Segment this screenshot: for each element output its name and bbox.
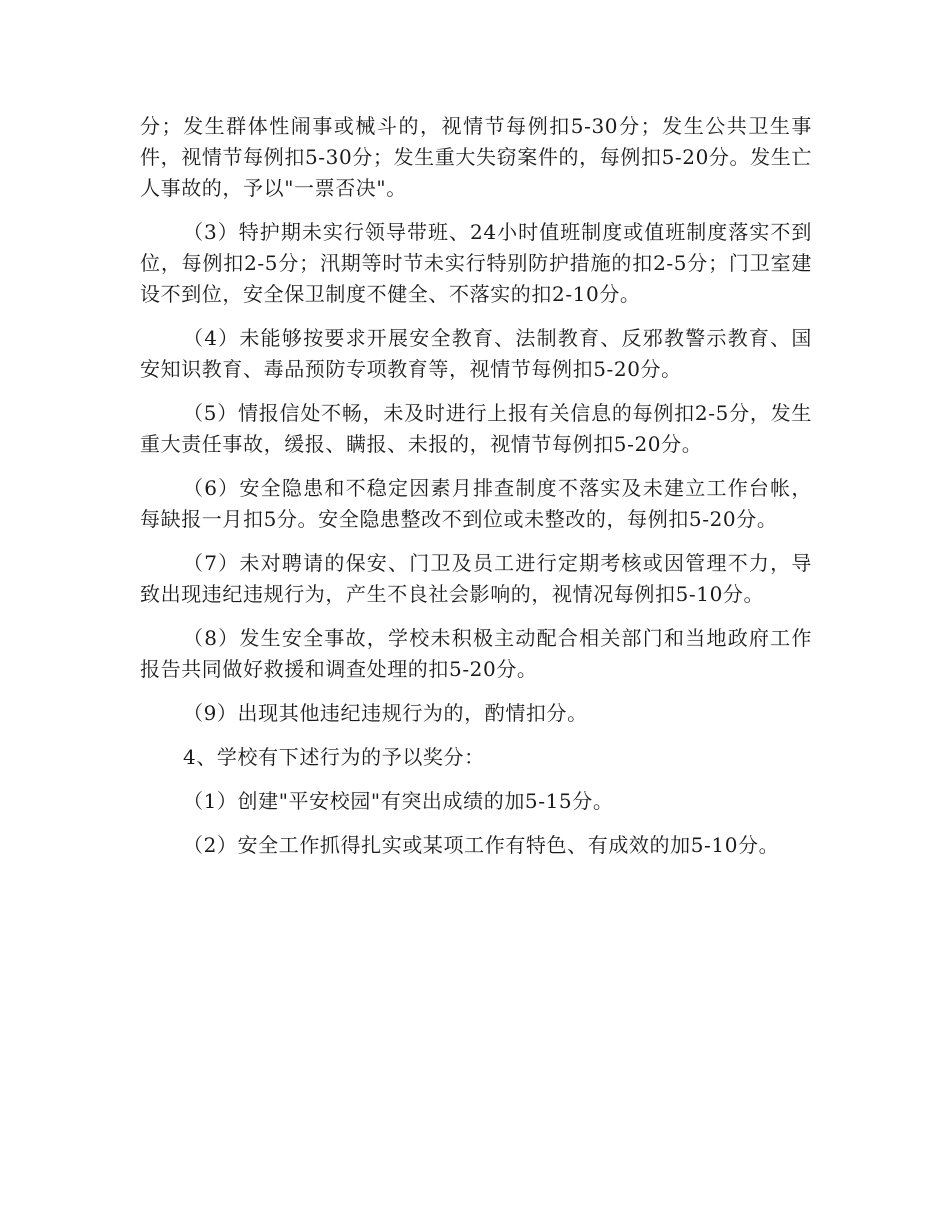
paragraph-bonus-1: （1）创建"平安校园"有突出成绩的加5-15分。: [183, 789, 614, 813]
section-heading-4: 4、学校有下述行为的予以奖分：: [183, 745, 485, 769]
paragraph-item-7: （7）未对聘请的保安、门卫及员工进行定期考核或因管理不力，导致出现违纪违规行为，产生不良社会影响的，视情况每例扣5-10分。: [140, 551, 812, 606]
paragraph-item-3: （3）特护期未实行领导带班、24小时值班制度或值班制度落实不到位，每例扣2-5分；汛期等时节未实行特别防护措施的扣2-5分；门卫室建设不到位，安全保卫制度不健全、不落实的扣2-10分。: [140, 220, 812, 306]
paragraph-item-4: （4）未能够按要求开展安全教育、法制教育、反邪教警示教育、国安知识教育、毒品预防专项教育等，视情节每例扣5-20分。: [140, 326, 812, 381]
paragraph-item-5: （5）情报信处不畅，未及时进行上报有关信息的每例扣2-5分，发生重大责任事故，缓报、瞒报、未报的，视情节每例扣5-20分。: [140, 401, 812, 456]
paragraph-item-9: （9）出现其他违纪违规行为的，酌情扣分。: [183, 701, 588, 725]
paragraph-item-8: （8）发生安全事故，学校未积极主动配合相关部门和当地政府工作报告共同做好救援和调查处理的扣5-20分。: [140, 626, 812, 681]
paragraph-continuation: 分；发生群体性闹事或械斗的，视情节每例扣5-30分；发生公共卫生事件，视情节每例扣5-30分；发生重大失窃案件的，每例扣5-20分。发生亡人事故的，予以"一票否决"。: [140, 114, 812, 200]
document-page: [140, 111, 812, 861]
paragraph-bonus-2: （2）安全工作抓得扎实或某项工作有特色、有成效的加5-10分。: [183, 833, 780, 857]
paragraph-item-6: （6）安全隐患和不稳定因素月排查制度不落实及未建立工作台帐，每缺报一月扣5分。安全隐患整改不到位或未整改的，每例扣5-20分。: [140, 476, 812, 531]
